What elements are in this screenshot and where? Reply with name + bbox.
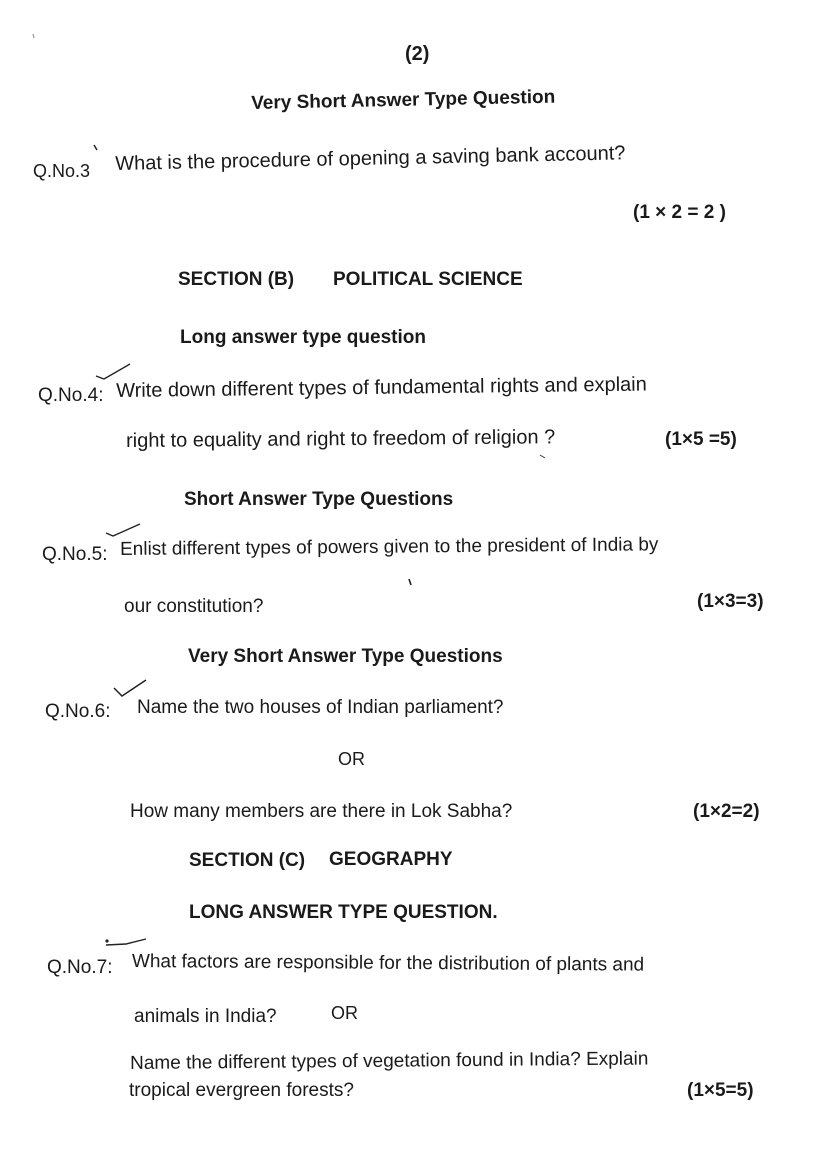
- q6-line2: How many members are there in Lok Sabha?: [130, 801, 513, 822]
- q5-marks: (1×3=3): [697, 591, 764, 612]
- q7-marks: (1×5=5): [687, 1080, 754, 1101]
- mark-q3-icon: [94, 145, 97, 150]
- q4-line1: Write down different types of fundamental rights and explain: [115, 373, 647, 402]
- section-b-title: POLITICAL SCIENCE: [333, 269, 523, 290]
- stray-mark-icon: [409, 579, 411, 585]
- q7-line1: What factors are responsible for the distribution of plants and: [131, 951, 645, 976]
- short-answer-heading: Short Answer Type Questions: [184, 489, 454, 510]
- q5-label: Q.No.5:: [42, 544, 108, 565]
- section-c-title: GEOGRAPHY: [329, 849, 453, 870]
- very-short-answer-heading: Very Short Answer Type Question: [250, 86, 556, 114]
- q6-or: OR: [338, 749, 365, 769]
- stray-mark-small-icon: [540, 455, 545, 458]
- long-answer-heading-caps: LONG ANSWER TYPE QUESTION.: [189, 902, 498, 923]
- q6-line1: Name the two houses of Indian parliament?: [137, 697, 504, 718]
- q7-line4: tropical evergreen forests?: [129, 1080, 354, 1101]
- check-q7-icon: [106, 939, 146, 945]
- check-q4-icon: [96, 364, 130, 379]
- q3-marks: (1 × 2 = 2 ): [633, 202, 726, 223]
- q5-line1: Enlist different types of powers given to the president of India by: [119, 534, 659, 560]
- dot-q7-icon: [105, 939, 108, 942]
- check-q5-icon: [106, 524, 140, 536]
- long-answer-heading: Long answer type question: [180, 327, 426, 348]
- q6-label: Q.No.6:: [45, 701, 111, 722]
- q4-line2: right to equality and right to freedom of religion ?: [125, 426, 556, 452]
- q6-marks: (1×2=2): [693, 801, 760, 822]
- section-c-label: SECTION (C): [189, 850, 306, 871]
- q7-or: OR: [331, 1003, 358, 1023]
- very-short-answer-heading-2: Very Short Answer Type Questions: [188, 646, 503, 667]
- q7-line2: animals in India?: [134, 1006, 277, 1027]
- section-b-label: SECTION (B): [178, 269, 295, 290]
- q3-text: What is the procedure of opening a saving bank account?: [114, 142, 626, 175]
- q3-label: Q.No.3: [33, 161, 91, 181]
- q7-line3: Name the different types of vegetation found in India? Explain: [129, 1048, 649, 1074]
- check-q6-icon: [114, 680, 146, 696]
- page-number: (2): [405, 43, 430, 65]
- q7-label: Q.No.7:: [47, 957, 113, 978]
- q4-marks: (1×5 =5): [665, 429, 737, 450]
- q5-line2: our constitution?: [124, 596, 264, 617]
- corner-mark-icon: [33, 34, 34, 38]
- q4-label: Q.No.4:: [38, 385, 104, 406]
